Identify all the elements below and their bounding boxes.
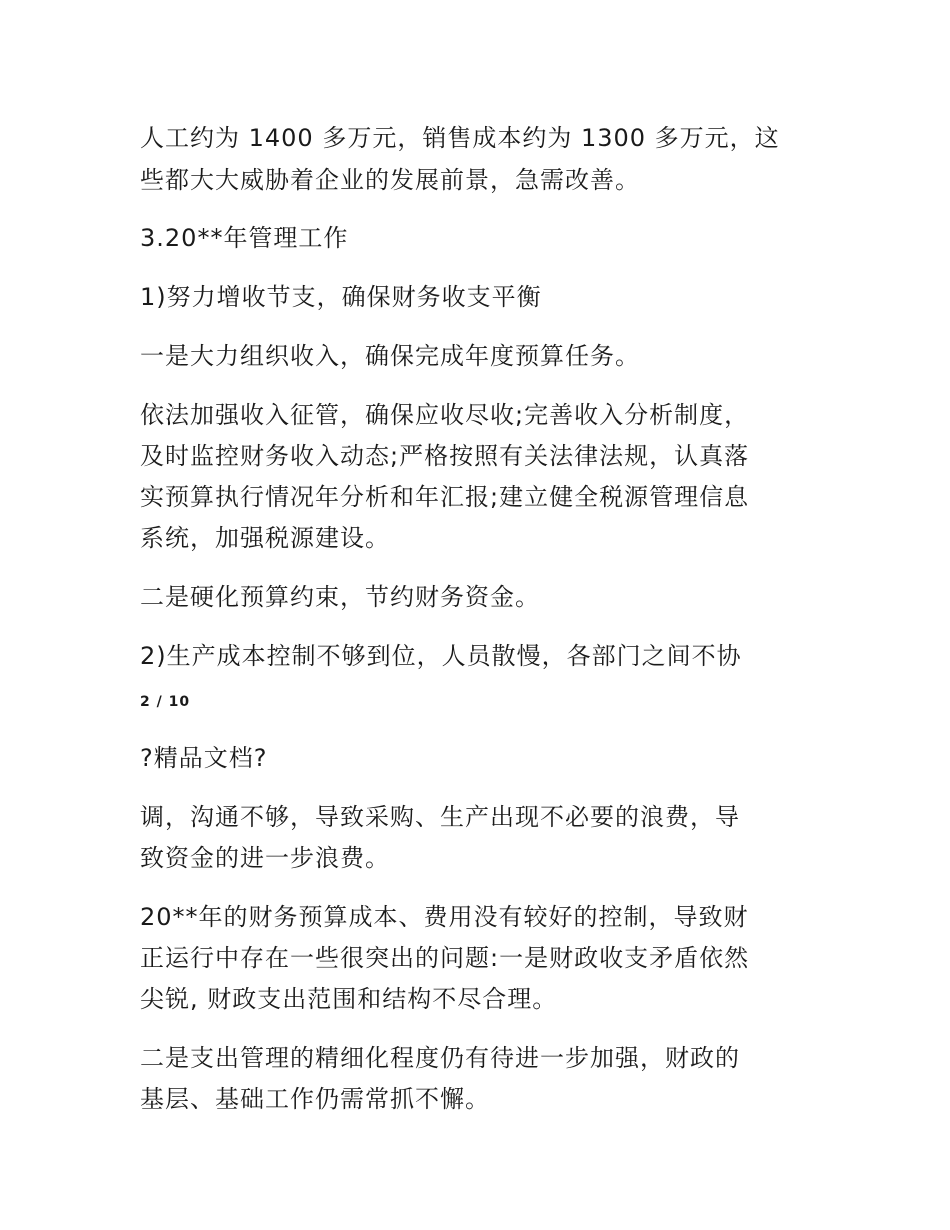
text-line: 20**年的财务预算成本、费用没有较好的控制，导致财 [140,903,749,931]
text-line: 尖锐, 财政支出范围和结构不尽合理。 [140,985,558,1013]
text-line: 正运行中存在一些很突出的问题:一是财政收支矛盾依然 [140,944,750,972]
text-line: 人工约为 1400 多万元，销售成本约为 1300 多万元，这 [140,124,780,152]
text-line: 系统，加强税源建设。 [140,524,390,552]
text-line: 基层、基础工作仍需常抓不懈。 [140,1085,490,1113]
text-line: 实预算执行情况年分析和年汇报;建立健全税源管理信息 [140,483,750,511]
text-line: 致资金的进一步浪费。 [140,844,390,872]
text-line: 及时监控财务收入动态;严格按照有关法律法规，认真落 [140,442,750,470]
subsection-heading: 2)生产成本控制不够到位，人员散慢，各部门之间不协 [140,642,742,670]
text-line: 二是硬化预算约束，节约财务资金。 [140,583,540,611]
section-heading: 3.20**年管理工作 [140,224,349,252]
subsection-heading: 1)努力增收节支，确保财务收支平衡 [140,283,542,311]
text-line: 二是支出管理的精细化程度仍有待进一步加强，财政的 [140,1044,740,1072]
text-line: 调，沟通不够，导致采购、生产出现不必要的浪费，导 [140,803,740,831]
text-line: 些都大大威胁着企业的发展前景，急需改善。 [140,166,640,194]
document-header-label: ?精品文档? [140,744,268,772]
page-number: 2 / 10 [140,694,191,710]
text-line: 依法加强收入征管，确保应收尽收;完善收入分析制度， [140,401,750,429]
text-line: 一是大力组织收入，确保完成年度预算任务。 [140,342,640,370]
